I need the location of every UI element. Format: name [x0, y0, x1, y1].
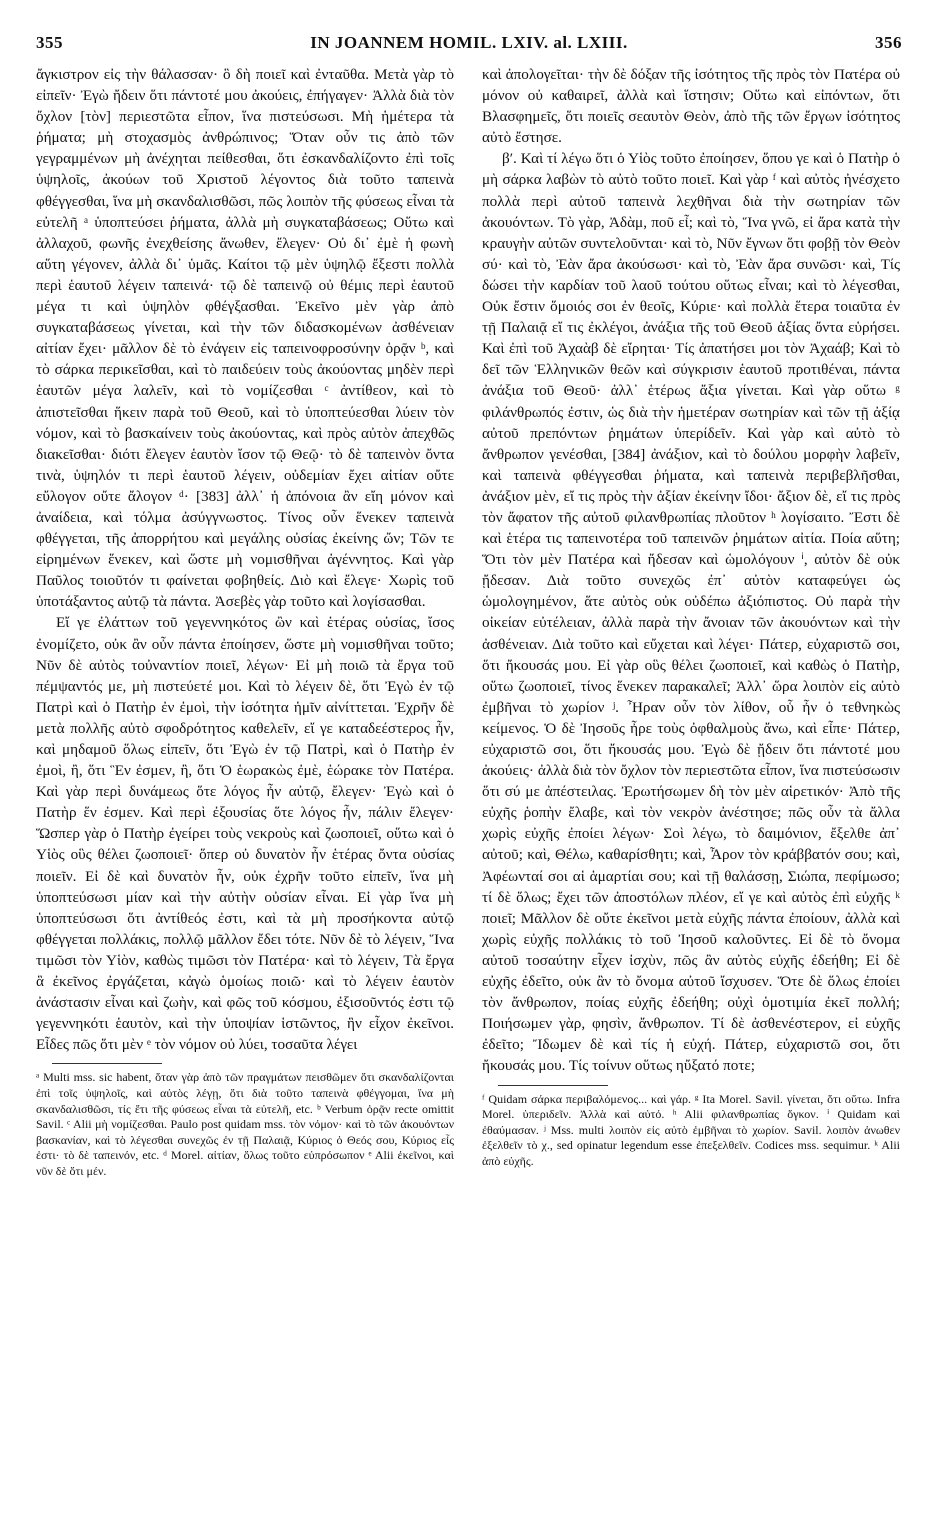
page-number-left: 355 — [36, 33, 63, 52]
right-column — [482, 64, 900, 1169]
paragraph: ἄγκιστρον εἰς τὴν θάλασσαν· ὃ δὴ ποιεῖ καὶ ἐνταῦθα. Μετὰ γὰρ τὸ εἰπεῖν· Ἐγὼ ἤδειν ὅτι πάντοτέ μου ἀκούεις, ἐπήγαγεν· Ἀλλὰ διὰ τὸν ὄχλον [τὸν] περιεστῶτα εἶπον, ἵνα πιστεύσωσι. Μὴ ἡμέτερα τὰ ῥήματα; μὴ στοχασμὸς ἀνθρώπινος; Ὅταν οὖν τις ἀπὸ τῶν γεγραμμένων μὴ ἀνέχηται πείθεσθαι, ὅτι ἐσκανδαλίζοντο ἐπὶ τοῖς ὑψηλοῖς, ἀκούων τοῦ Χριστοῦ λέγοντος διὰ τοῦτο ταπεινὰ φθέγγεσθαι, ἵνα μὴ σκανδαλισθῶσι, πῶς λοιπὸν τῆς φύσεως εἶναι τὰ εὐτελῆ ᵃ ὑποπτεύσει ῥήματα, ἀλλὰ μὴ συγκαταβάσεως; Οὕτω καὶ ἀλλαχοῦ, φωνῆς ἐνεχθείσης ἄνωθεν, ἔλεγεν· Οὐ δι᾽ ἐμὲ ἡ φωνὴ αὕτη γέγονεν, ἀλλὰ δι᾽ ὑμᾶς. Καίτοι τῷ μὲν ὑψηλῷ ἔξεστι πολλὰ περὶ ἑαυτοῦ λέγειν ταπεινά· τῷ δὲ ταπεινῷ οὐ θέμις περὶ ἑαυτοῦ μέγα τι καὶ ὑψηλὸν φθέγξασθαι. Ἐκεῖνο μὲν γὰρ ἀπὸ συγκαταβάσεως γίνεται, καὶ τὴν τῶν διδασκομένων ἀσθένειαν αἰτίαν ἔχει· μᾶλλον δὲ τὸ ἐνάγειν εἰς ταπεινοφροσύνην ὁρᾷν ᵇ, καὶ τὸ σάρκα περικεῖσθαι, καὶ τὸ παιδεύειν τοὺς ἀκούοντας μηδὲν περὶ ἑαυτῶν μέγα λαλεῖν, καὶ τὸ νομίζεσθαι ᶜ ἀντίθεον, καὶ τὸ ἀπιστεῖσθαι ἥκειν παρὰ τοῦ Θεοῦ, καὶ τὸ ὑποπτεύεσθαι λύειν τὸν νόμον, καὶ τὸ βασκαίνειν τοὺς ἀκούοντας, καὶ πρὸς αὐτὸν ἀπεχθῶς διακεῖσθαι· διότι ἔλεγεν ἑαυτὸν ἴσον τῷ Θεῷ· τὸ δὲ ταπεινὸν ὄντα τινὰ, ὑψηλόν τι περὶ ἑαυτοῦ λέγειν, οὐδεμίαν ἔχει αἰτίαν οὔτε εὔλογον οὔτε ἄλογον ᵈ· [383] ἀλλ᾽ ἡ ἀπόνοια ἂν εἴη μόνον καὶ ἀναίδεια, καὶ τόλμα ἀσύγγνωστος. Τίνος οὖν ἕνεκεν ταπεινὰ φθέγγεται, τῆς ἀπορρήτου καὶ μεγάλης οὐσίας ἐκείνης ὤν; Τῶν τε εἰρημένων ἕνεκεν, καὶ ὥστε μὴ νομισθῆναι ἀγέννητος. Καὶ γὰρ Παῦλος τοιοῦτόν τι φαίνεται φοβηθείς. Διὸ καὶ ἔλεγε· Χωρὶς τοῦ ὑποτάξαντος αὐτῷ τὰ πάντα. Ἀσεβὲς γὰρ τοῦτο καὶ λογίσασθαι. — [36, 66, 454, 611]
paragraph: Εἴ γε ἐλάττων τοῦ γεγεννηκότος ὢν καὶ ἑτέρας οὐσίας, ἴσος ἐνομίζετο, οὐκ ἂν οὖν πάντα ἐποίησεν, ὥστε μὴ νομισθῆναι τοῦτο; Νῦν δὲ αὐτὸς τοὐναντίον ποιεῖ, λέγων· Εἰ μὴ ποιῶ τὰ ἔργα τοῦ πέμψαντός με, μὴ πιστεύετέ μοι. Καὶ τὸ λέγειν δὲ, ὅτι Ἐγὼ ἐν τῷ Πατρὶ καὶ ὁ Πατὴρ ἐν ἐμοὶ, τὴν ἰσότητα ἡμῖν αἰνίττεται. Ἐχρῆν δὲ μετὰ πολλῆς αὐτὸ σφοδρότητος καθελεῖν, εἴ γε καταδεέστερος ἦν, καὶ μηδαμοῦ ὅλως εἰπεῖν, ὅτι Ἐγὼ ἐν τῷ Πατρὶ, καὶ ὁ Πατὴρ ἐν ἐμοὶ, ἢ, ὅτι Ἓν ἐσμεν, ἢ, ὅτι Ὁ ἑωρακὼς ἐμὲ, ἑώρακε τὸν Πατέρα. Καὶ γὰρ περὶ δυνάμεως ὅτε λόγος ἦν αὐτῷ, ἔλεγεν· Ἐγὼ καὶ ὁ Πατὴρ ἕν ἐσμεν. Καὶ περὶ ἐξουσίας ὅτε λόγος ἦν, πάλιν ἔλεγεν· Ὥσπερ γὰρ ὁ Πατὴρ ἐγείρει τοὺς νεκροὺς καὶ ζωοποιεῖ, οὕτω καὶ ὁ Υἱὸς οὓς θέλει ζωοποιεῖ· ὅπερ οὐ δυνατὸν ἦν ἑτέρας ὄντα οὐσίας ποιεῖν. Εἰ δὲ καὶ δυνατὸν ἦν, οὐκ ἐχρῆν τοῦτο εἰπεῖν, ἵνα μὴ ὑποπτεύσωσι μίαν καὶ τὴν αὐτὴν οὐσίαν εἶναι. Εἰ γὰρ ἵνα μὴ ὑποπτεύσωσι ὅτι ἀντίθεός ἐστι, καὶ τὰ μὴ προσήκοντα αὐτῷ φθέγγεται πολλάκις, πολλῷ μᾶλλον ἔδει τότε. Νῦν δὲ τὸ λέγειν, Ἵνα τιμῶσι τὸν Υἱὸν, καθὼς τιμῶσι τὸν Πατέρα· καὶ τὸ λέγειν, Τὰ ἔργα ἃ ἐκεῖνος ἐργάζεται, κἀγὼ ὁμοίως ποιῶ· καὶ τὸ λέγειν ἑαυτὸν ἀνάστασιν εἶναι καὶ ζωὴν, καὶ φῶς τοῦ κόσμου, ἐξισοῦντός ἐστι τῷ γεγεννηκότι ἑαυτὸν, καὶ τὴν ὑποψίαν ἱστῶντος, ἣν εἶχον ἐκεῖνοι. Εἶδες πῶς ὅτι μὲν ᵉ τὸν νόμον οὐ λύει, τοσαῦτα λέγει — [36, 614, 454, 1054]
page-number-right: 356 — [875, 33, 902, 52]
paragraph: βʹ. Καὶ τί λέγω ὅτι ὁ Υἱὸς τοῦτο ἐποίησεν, ὅπου γε καὶ ὁ Πατὴρ ὁ μὴ σάρκα λαβὼν τὸ αὐτὸ τοῦτο ποιεῖ. Καὶ γὰρ ᶠ καὶ αὐτὸς ἠνέσχετο πολλὰ περὶ αὐτοῦ ταπεινὰ λεχθῆναι διὰ τὴν σωτηρίαν τῶν ἀκουόντων. Τὸ γὰρ, Ἀδὰμ, ποῦ εἶ; καὶ τὸ, Ἵνα γνῶ, εἰ ἄρα κατὰ τὴν κραυγὴν αὐτῶν συντελοῦνται· καὶ τὸ, Νῦν ἔγνων ὅτι φοβῇ τὸν Θεὸν σύ· καὶ τὸ, Ἐὰν ἄρα ἀκούσωσι· καὶ τὸ, Ἐὰν ἄρα συνῶσι· καὶ, Τίς δώσει τὴν καρδίαν τοῦ λαοῦ τούτου οὕτως εἶναι; καὶ τὸ λέγεσθαι, Οὐκ ἔστιν ὅμοιός σοι ἐν θεοῖς, Κύριε· καὶ πολλὰ ἕτερα τοιαῦτα ἐν τῇ Παλαιᾷ εἴ τις ἐκλέγοι, ἀνάξια τῆς τοῦ Θεοῦ ἀξίας ὄντα εὑρήσει. Καὶ ἐπὶ τοῦ Ἀχαὰβ δὲ εἴρηται· Τίς ἀπατήσει μοι τὸν Ἀχαάβ; Καὶ τὸ δεῖ τῶν Ἑλληνικῶν θεῶν καὶ σύγκρισιν ἑαυτοῦ προτιθέναι, πάντα ἀνάξια τοῦ Θεοῦ· ἀλλ᾽ ἑτέρως ἄξια γίνεται. Καὶ γὰρ οὕτω ᵍ φιλάνθρωπός ἐστιν, ὡς διὰ τὴν ἡμετέραν σωτηρίαν καὶ τῶν τῇ ἀξίᾳ αὐτοῦ πρεπόντων ῥημάτων ὑπερίδεῖν. Καὶ γὰρ καὶ αὐτὸ τὸ ἄνθρωπον γενέσθαι, [384] ἀνάξιον, καὶ τὸ δούλου μορφὴν λαβεῖν, καὶ ταπεινὰ φθέγγεσθαι ῥήματα, καὶ ταπεινὰ περιβεβλῆσθαι, ἀνάξιον μὲν, εἴ τις πρὸς τὴν ἀξίαν ἐκείνην ἴδοι· ἄξιον δὲ, εἴ τις πρὸς τὸν ἄφατον τῆς αὐτοῦ φιλανθρωπίας πλοῦτον ʰ λογίσαιτο. Ἔστι δὲ καὶ ἑτέρα τις ταπεινοτέρα τοῦ ταπεινῶν ῥημάτων αἰτία. Ποία αὕτη; Ὅτι τὸν μὲν Πατέρα καὶ ἤδεσαν καὶ ὡμολόγουν ⁱ, αὐτὸν δὲ οὐκ ᾔδεσαν. Διὰ τοῦτο συνεχῶς ἐπ᾽ αὐτὸν καταφεύγει ὡς ὡμολογημένον, ἅτε αὐτὸς οὐκ οὐδέπω ἀξιόπιστος. Οὐ παρὰ τὴν οἰκείαν εὐτέλειαν, ἀλλὰ παρὰ τὴν ἄνοιαν τῶν ἀκουόντων καὶ τὴν ἀσθένειαν. Διὰ τοῦτο καὶ εὔχεται καὶ λέγει· Πάτερ, εὐχαριστῶ σοι, ὅτι ἤκουσάς μου. Εἰ γὰρ οὓς θέλει ζωοποιεῖ, καὶ καθὼς ὁ Πατὴρ, οὕτω ζωοποιεῖ, τίνος ἕνεκεν παρακαλεῖ; Ἀλλ᾽ ὥρα λοιπὸν εἰς αὐτὸ ἐμβῆναι τὸ χωρίον ʲ. Ἦραν οὖν τὸν λίθον, οὗ ἦν ὁ τεθνηκὼς κείμενος. Ὁ δὲ Ἰησοῦς ἦρε τοὺς ὀφθαλμοὺς ἄνω, καὶ εἶπε· Πάτερ, εὐχαριστῶ σοι, ὅτι ἤκουσάς μου. Ἐγὼ δὲ ᾔδειν ὅτι πάντοτέ μου ἀκούεις· ἀλλὰ διὰ τὸν ὄχλον τὸν περιεστῶτα εἶπον, ἵνα πιστεύσωσιν ὅτι σύ με ἀπέστειλας. Ἐρωτήσωμεν δὴ τὸν μὲν αἱρετικόν· Ἀπὸ τῆς εὐχῆς ῥοπὴν ἔλαβε, καὶ τὸν νεκρὸν ἀνέστησε; πῶς οὖν τὰ ἄλλα χωρὶς εὐχῆς ἐποίει λέγων· Σοὶ λέγω, τὸ δαιμόνιον, ἔξελθε ἀπ᾽ αὐτοῦ; καὶ, Θέλω, καθαρίσθητι; καὶ, Ἆρον τὸν κράββατόν σου; καὶ, Ἀφέωνταί σοι αἱ ἁμαρτίαι σου; καὶ τῇ θαλάσσῃ, Σιώπα, πεφίμωσο; τί δὲ ὅλως; ἔχει τῶν ἀποστόλων πλέον, εἴ γε καὶ αὐτὸς ἐπὶ εὐχῆς ᵏ ποιεῖ; Μᾶλλον δὲ οὔτε ἐκεῖνοι μετὰ εὐχῆς πάντα ἐποίουν, ἀλλὰ καὶ χωρὶς εὐχῆς πολλάκις τὸ τοῦ Ἰησοῦ καλοῦντες. Εἰ δὲ τὸ ὄνομα αὐτοῦ τοσαύτην εἶχεν ἰσχὺν, πῶς ἂν αὐτὸς εὐχῆς ἐδεήθη; Εἰ δὲ εὐχῆς ἐδεῖτο, οὐκ ἂν τὸ ὄνομα αὐτοῦ ἴσχυσεν. Ὅτε δὲ ὅλως ἐποίει τὸν ἄνθρωπον, ποίας εὐχῆς ἐδεήθη; οὐχὶ ὁμοτιμία ἐκεῖ πολλή; Ποιήσωμεν γὰρ, φησὶν, ἄνθρωπον. Τί δὲ ἀσθενέστερον, εἰ εὐχῆς ἐδεῖτο; Ἴδωμεν δὲ καὶ τίς ἡ εὐχή. Πάτερ, εὐχαριστῶ σοι, ὅτι ἤκουσάς μου. Τίς τοίνυν οὕτως ηὔξατό ποτε; — [482, 150, 900, 1075]
footnote-divider — [498, 1085, 608, 1086]
footnote: ᵃ Multi mss. sic habent, ὅταν γὰρ ἀπὸ τῶν πραγμάτων πεισθῶμεν ὅτι σκανδαλίζονται ἐπὶ τοῖς ὑψηλοῖς, καὶ αὐτὸς λέγῃ, ὅτι διὰ τοῦτο ταπεινὰ φθέγγομαι, ἵνα μὴ σκανδαλισθῶσι, τίς ἔτι τῆς φύσεως εἶναι τὰ εὐτελῆ, etc. ᵇ Verbum ὁρᾷν recte omittit Savil. ᶜ Alii μὴ νομίζεσθαι. Paulo post quidam mss. τὸν νόμον· καὶ τὸ τῶν ἀκουόντων βασκανίαν, καὶ τὸ λέγεσθαι συνεχῶς ἐν τῇ Παλαιᾷ, Κύριος ὁ Θεός σου, Κύριος εἷς ἐστι· τὸ δὲ ταπεινόν, etc. ᵈ Morel. αἰτίαν, ὅλως τοῦτο εὐπρόσωπον ᵉ Alii ἐκεῖνοι, καὶ νῦν δὲ ὅτι μέν. — [36, 1070, 454, 1178]
left-column — [36, 64, 454, 1180]
footnotes — [36, 1070, 454, 1179]
footnote: ᶠ Quidam σάρκα περιβαλόμενος... καὶ γάρ. ᵍ Ita Morel. Savil. γίνεται, ὅτι οὕτω. Infra Morel. ὑπεριδεῖν. Ἀλλὰ καὶ αὐτό. ʰ Alii φιλανθρωπίας ὄγκον. ⁱ Quidam καὶ ἐθαύμασαν. ʲ Mss. multi λοιπὸν εἰς αὐτὸ ἐμβῆναι τὸ χωρίον. Savil. λοιπὸν ἀνωθεν ἐξελθεῖν τὸ χ., sed opinatur legendum esse ἐπεξελθεῖν. Codices mss. sequimur. ᵏ Alii ἀπὸ εὐχῆς. — [482, 1091, 900, 1168]
running-head-title: IN JOANNEM HOMIL. LXIV. al. LXIII. — [310, 33, 628, 52]
paragraph: καὶ ἀπολογεῖται· τὴν δὲ δόξαν τῆς ἰσότητος τῆς πρὸς τὸν Πατέρα οὐ μόνον οὐ καθαιρεῖ, ἀλλὰ καὶ ἵστησιν; Οὕτω καὶ εἰπόντων, ὅτι Βλασφημεῖς, ὅτι ποιεῖς σεαυτὸν Θεὸν, ἀπὸ τῆς τῶν ἔργων ἰσότητος αὐτὸ ἔστησε. — [482, 66, 900, 147]
footnote-divider — [52, 1063, 162, 1064]
running-header — [36, 33, 902, 59]
footnotes — [482, 1092, 900, 1170]
